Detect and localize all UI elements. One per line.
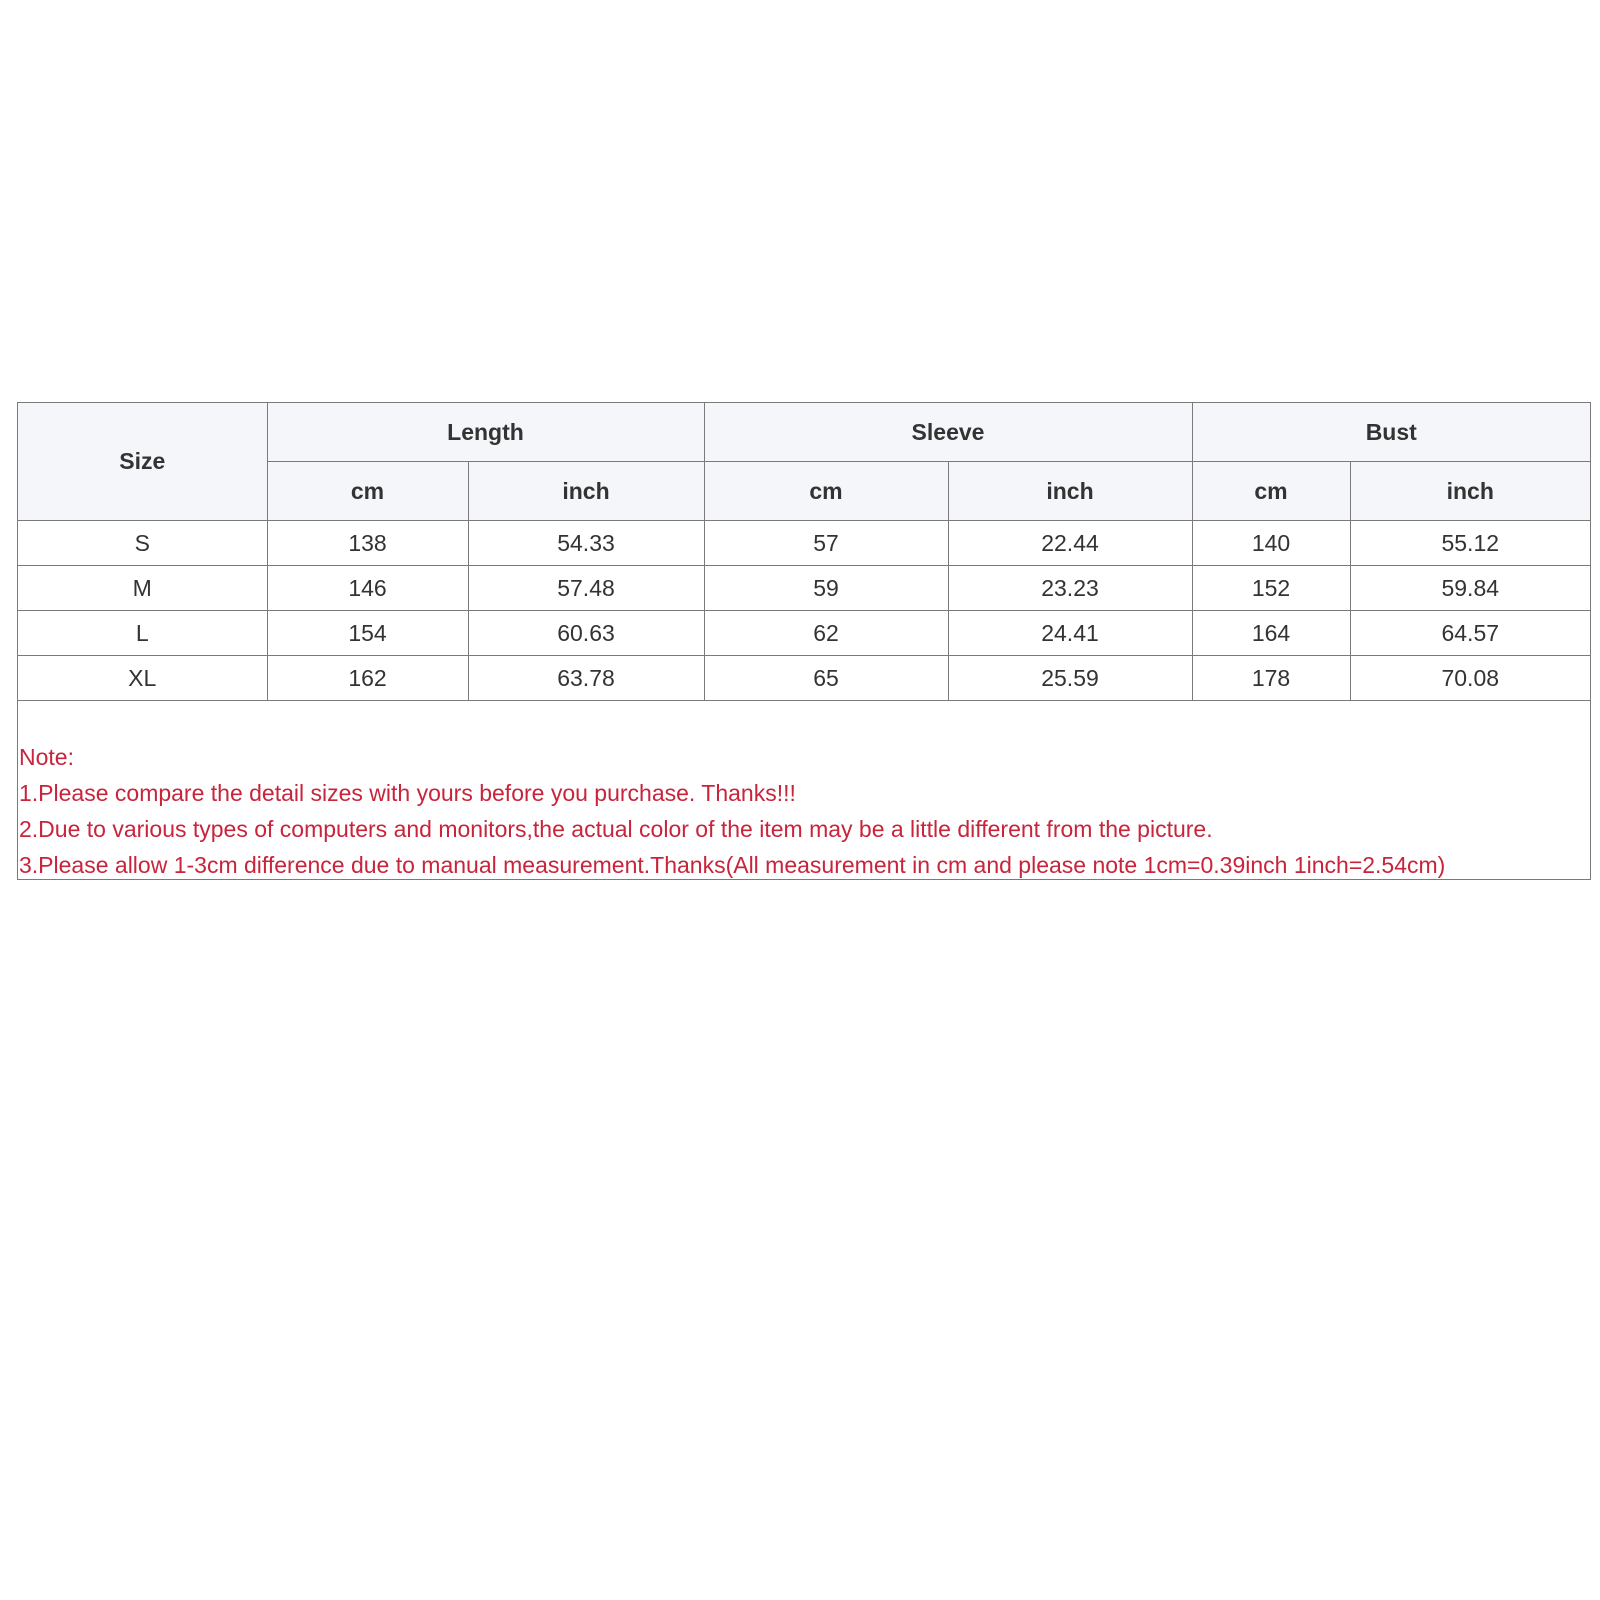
size-cell: XL: [18, 656, 267, 701]
size-cell: M: [18, 566, 267, 611]
table-row: [18, 611, 1590, 656]
unit-header: inch: [468, 462, 704, 521]
value-cell: 55.12: [1350, 521, 1590, 566]
unit-header: cm: [267, 462, 468, 521]
note-heading: Note:: [19, 744, 74, 770]
value-cell: 54.33: [468, 521, 704, 566]
note-line: 1.Please compare the detail sizes with yours before you purchase. Thanks!!!: [19, 780, 796, 806]
value-cell: 57: [704, 521, 948, 566]
value-cell: 63.78: [468, 656, 704, 701]
value-cell: 60.63: [468, 611, 704, 656]
value-cell: 140: [1192, 521, 1350, 566]
value-cell: 146: [267, 566, 468, 611]
value-cell: 70.08: [1350, 656, 1590, 701]
unit-header: cm: [704, 462, 948, 521]
table-row: [18, 656, 1590, 701]
size-cell: L: [18, 611, 267, 656]
value-cell: 62: [704, 611, 948, 656]
value-cell: 154: [267, 611, 468, 656]
value-cell: 25.59: [948, 656, 1192, 701]
value-cell: 23.23: [948, 566, 1192, 611]
value-cell: 22.44: [948, 521, 1192, 566]
value-cell: 178: [1192, 656, 1350, 701]
value-cell: 162: [267, 656, 468, 701]
value-cell: 138: [267, 521, 468, 566]
unit-header: inch: [1350, 462, 1590, 521]
table-body: [18, 521, 1590, 701]
length-header: Length: [267, 403, 704, 462]
table-row: [18, 566, 1590, 611]
value-cell: 64.57: [1350, 611, 1590, 656]
unit-header: inch: [948, 462, 1192, 521]
size-header: Size: [18, 403, 267, 521]
value-cell: 24.41: [948, 611, 1192, 656]
size-table: [18, 403, 1590, 701]
table-header: [18, 403, 1590, 521]
header-group-row: [18, 403, 1590, 462]
value-cell: 164: [1192, 611, 1350, 656]
notes-section: [19, 739, 1445, 883]
bust-header: Bust: [1192, 403, 1590, 462]
value-cell: 152: [1192, 566, 1350, 611]
sleeve-header: Sleeve: [704, 403, 1192, 462]
value-cell: 59: [704, 566, 948, 611]
table-row: [18, 521, 1590, 566]
note-line: 2.Due to various types of computers and monitors,the actual color of the item may be a little different from the picture.: [19, 816, 1213, 842]
size-chart: [17, 402, 1591, 880]
note-line: 3.Please allow 1-3cm difference due to manual measurement.Thanks(All measurement in cm and please note 1cm=0.39inch 1inch=2.54cm): [19, 852, 1446, 878]
value-cell: 59.84: [1350, 566, 1590, 611]
unit-header: cm: [1192, 462, 1350, 521]
value-cell: 65: [704, 656, 948, 701]
size-cell: S: [18, 521, 267, 566]
value-cell: 57.48: [468, 566, 704, 611]
